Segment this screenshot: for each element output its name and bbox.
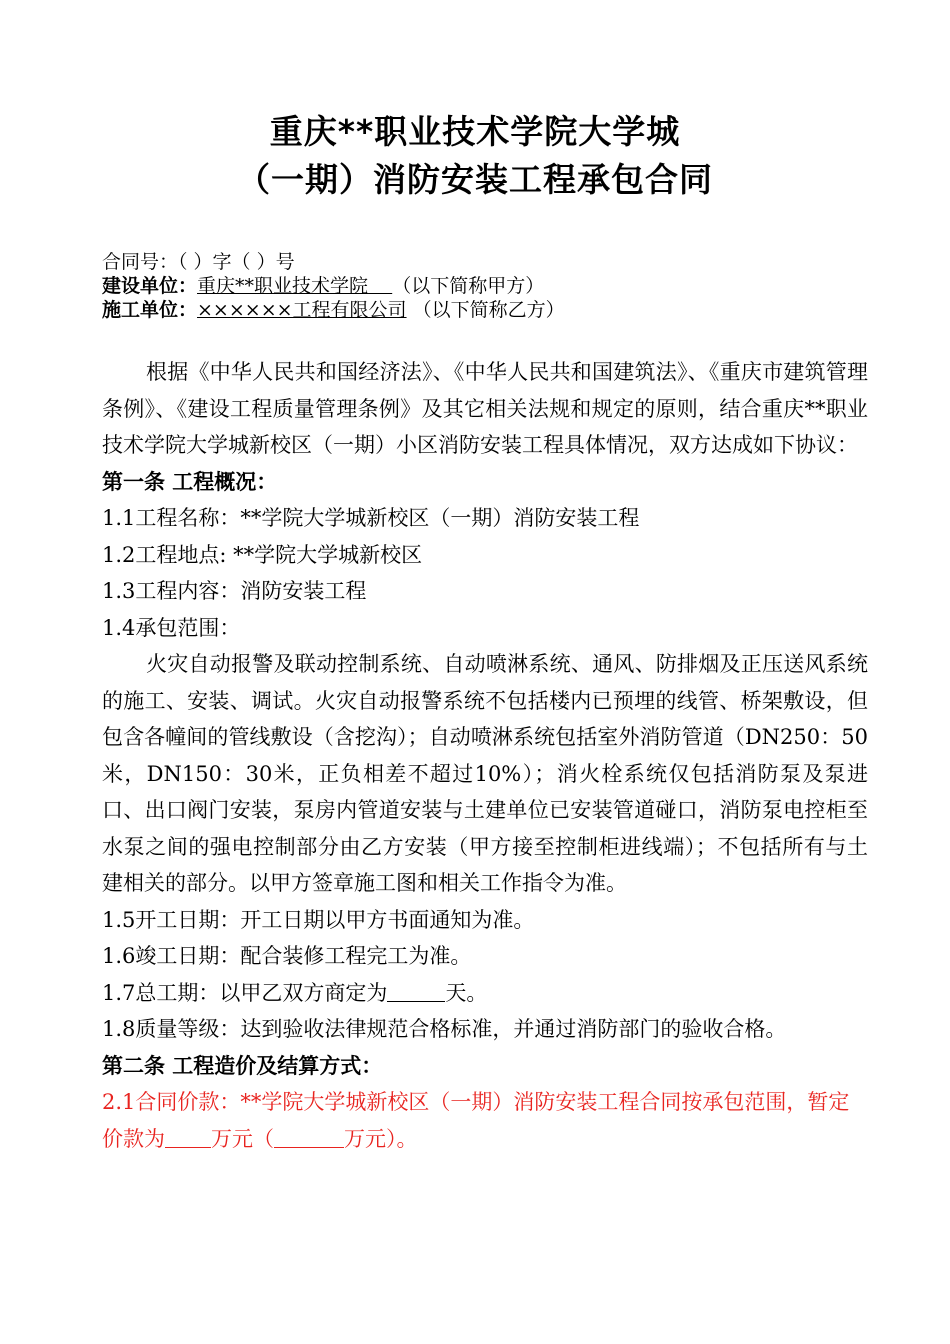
article1-item-3: 1.3工程内容：消防安装工程	[102, 579, 367, 603]
article2-heading: 第二条 工程造价及结算方式：	[102, 1053, 383, 1078]
price-blank-1	[165, 1125, 211, 1148]
article1-item-6: 1.6竣工日期：配合装修工程完工为准。	[102, 944, 472, 968]
price-blank-2	[274, 1125, 344, 1148]
contractor-line	[102, 298, 565, 322]
article1-heading: 第一条 工程概况：	[102, 469, 278, 494]
document-title-line2: （一期）消防安装工程承包合同	[237, 160, 713, 199]
scope-paragraph: 火灾自动报警及联动控制系统、自动喷淋系统、通风、防排烟及正压送风系统的施工、安装、调试。火灾自动报警系统不包括楼内已预埋的线管、桥架敷设，但包含各幢间的管线敷设（含挖沟）；自动喷淋系统包括室外消防管道（DN250：50米，DN150：30米，正负相差不超过10%）；消火栓系统仅包括消防泵及泵进口、出口阀门安装，泵房内管道安装与土建单位已安装管道碰口，消防泵电控柜至水泵之间的强电控制部分由乙方安装（甲方接至控制柜进线端）；不包括所有与土建相关的部分。以甲方签章施工图和相关工作指令为准。	[102, 652, 868, 895]
owner-value: 重庆**职业技术学院	[197, 275, 369, 297]
article1-item-7: 1.7总工期：以甲乙双方商定为 天。	[102, 980, 488, 1005]
owner-label: 建设单位：	[102, 275, 198, 297]
article1-item-1: 1.1工程名称：**学院大学城新校区（一期）消防安装工程	[102, 506, 640, 530]
contractor-label: 施工单位：	[102, 299, 198, 321]
contractor-note: （以下简称乙方）	[412, 299, 565, 321]
article1-item-5: 1.5开工日期：开工日期以甲方书面通知为准。	[102, 907, 535, 932]
contractor-value: ××××××工程有限公司	[197, 299, 407, 321]
article1-item-8: 1.8质量等级：达到验收法律规范合格标准，并通过消防部门的验收合格。	[102, 1017, 787, 1041]
owner-note: （以下简称甲方）	[392, 275, 545, 297]
article1-item-4: 1.4承包范围：	[102, 615, 241, 640]
contract-number: 合同号：（ ）字（ ）号	[102, 251, 295, 273]
contract-body	[102, 354, 868, 1157]
duration-blank	[387, 979, 445, 1002]
preamble-paragraph: 根据《中华人民共和国经济法》、《中华人民共和国建筑法》、《重庆市建筑管理条例》、《建设工程质量管理条例》及其它相关法规和规定的原则，结合重庆**职业技术学院大学城新校区（一期）小区消防安装工程具体情况，双方达成如下协议：	[102, 360, 868, 457]
owner-line	[102, 274, 544, 298]
article2-item-1: 2.1合同价款：**学院大学城新校区（一期）消防安装工程合同按承包范围，暂定价款为 万元（ 万元）。	[102, 1090, 850, 1151]
article1-item-2: 1.2工程地点: **学院大学城新校区	[102, 542, 423, 567]
document-title-line1: 重庆**职业技术学院大学城	[269, 112, 681, 151]
